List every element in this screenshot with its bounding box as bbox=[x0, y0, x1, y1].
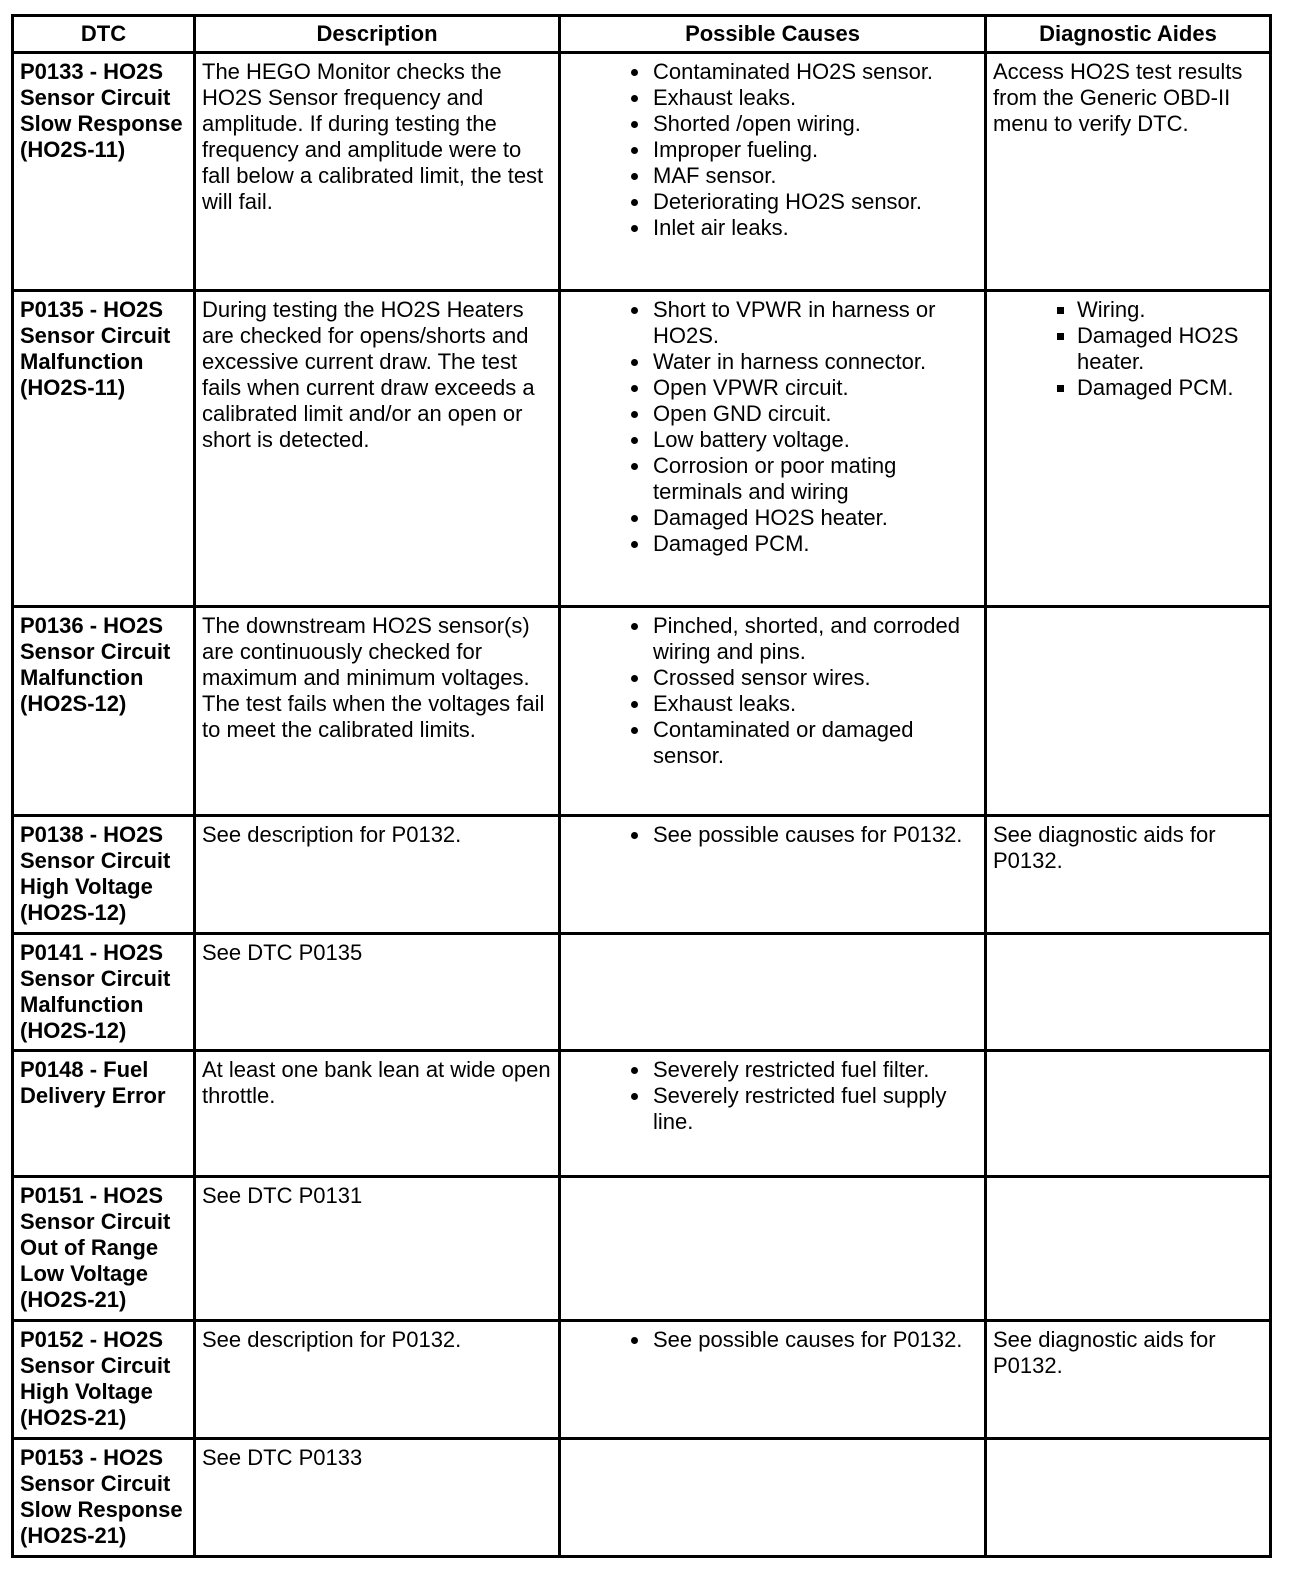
dtc-cell: P0133 - HO2S Sensor Circuit Slow Response (HO2S-11) bbox=[13, 53, 195, 291]
description-cell: The HEGO Monitor checks the HO2S Sensor frequency and amplitude. If during testing the frequency and amplitude were to fall below a calibrated limit, the test will fail. bbox=[195, 53, 560, 291]
diagnostic-aides-cell bbox=[986, 53, 1271, 291]
diagnostic-aid-item: ▪ Wiring. bbox=[1077, 297, 1263, 323]
diagnostic-aides-cell bbox=[986, 291, 1271, 607]
possible-causes-cell bbox=[560, 1051, 986, 1177]
possible-cause-item: • Damaged HO2S heater. bbox=[651, 505, 978, 531]
possible-cause-item: • Pinched, shorted, and corroded wiring and pins. bbox=[651, 613, 978, 665]
table-row bbox=[13, 1051, 1271, 1177]
table-row bbox=[13, 1321, 1271, 1439]
possible-causes-cell bbox=[560, 816, 986, 934]
table-row bbox=[13, 1177, 1271, 1321]
possible-cause-item: • Corrosion or poor mating terminals and wiring bbox=[651, 453, 978, 505]
possible-cause-item: • Inlet air leaks. bbox=[651, 215, 978, 241]
possible-causes-cell bbox=[560, 607, 986, 816]
possible-cause-item: • Contaminated HO2S sensor. bbox=[651, 59, 978, 85]
diagnostic-aides-cell bbox=[986, 1321, 1271, 1439]
possible-cause-item: • Severely restricted fuel filter. bbox=[651, 1057, 978, 1083]
description-cell: The downstream HO2S sensor(s) are continuously checked for maximum and minimum voltages. The test fails when the voltages fail to meet the calibrated limits. bbox=[195, 607, 560, 816]
dtc-cell: P0135 - HO2S Sensor Circuit Malfunction (HO2S-11) bbox=[13, 291, 195, 607]
possible-cause-item: • See possible causes for P0132. bbox=[651, 822, 978, 848]
possible-causes-cell bbox=[560, 291, 986, 607]
possible-cause-item: • Deteriorating HO2S sensor. bbox=[651, 189, 978, 215]
description-cell: See DTC P0133 bbox=[195, 1439, 560, 1557]
diagnostic-aid-item: ▪ Damaged PCM. bbox=[1077, 375, 1263, 401]
diagnostic-aides-cell bbox=[986, 607, 1271, 816]
diagnostic-aides-cell bbox=[986, 1051, 1271, 1177]
possible-causes-list bbox=[567, 1327, 978, 1353]
possible-causes-cell bbox=[560, 1177, 986, 1321]
diagnostic-aides-cell bbox=[986, 816, 1271, 934]
diagnostic-aid-text: See diagnostic aids for P0132. bbox=[993, 822, 1222, 873]
dtc-cell: P0136 - HO2S Sensor Circuit Malfunction (HO2S-12) bbox=[13, 607, 195, 816]
table-row bbox=[13, 291, 1271, 607]
table-row bbox=[13, 934, 1271, 1051]
description-cell: See DTC P0131 bbox=[195, 1177, 560, 1321]
diagnostic-aides-cell bbox=[986, 1177, 1271, 1321]
description-cell: During testing the HO2S Heaters are checked for opens/shorts and excessive current draw. The test fails when current draw exceeds a calibrated limit and/or an open or short is detected. bbox=[195, 291, 560, 607]
header-possible-causes: Possible Causes bbox=[560, 16, 986, 53]
dtc-cell: P0141 - HO2S Sensor Circuit Malfunction (HO2S-12) bbox=[13, 934, 195, 1051]
possible-causes-cell bbox=[560, 1439, 986, 1557]
possible-cause-item: • Water in harness connector. bbox=[651, 349, 978, 375]
possible-causes-list bbox=[567, 59, 978, 241]
header-description: Description bbox=[195, 16, 560, 53]
table-row bbox=[13, 607, 1271, 816]
dtc-cell: P0148 - Fuel Delivery Error bbox=[13, 1051, 195, 1177]
header-diagnostic-aides: Diagnostic Aides bbox=[986, 16, 1271, 53]
dtc-table bbox=[11, 14, 1272, 1558]
possible-causes-cell bbox=[560, 53, 986, 291]
diagnostic-aid-item: ▪ Damaged HO2S heater. bbox=[1077, 323, 1263, 375]
possible-cause-item: • Shorted /open wiring. bbox=[651, 111, 978, 137]
header-row bbox=[13, 16, 1271, 53]
possible-cause-item: • Exhaust leaks. bbox=[651, 691, 978, 717]
possible-causes-cell bbox=[560, 1321, 986, 1439]
diagnostic-aid-text: See diagnostic aids for P0132. bbox=[993, 1327, 1222, 1378]
possible-cause-item: • Low battery voltage. bbox=[651, 427, 978, 453]
description-cell: See description for P0132. bbox=[195, 1321, 560, 1439]
table-row bbox=[13, 53, 1271, 291]
possible-causes-list bbox=[567, 822, 978, 848]
description-cell: See description for P0132. bbox=[195, 816, 560, 934]
table-row bbox=[13, 1439, 1271, 1557]
possible-cause-item: • Open GND circuit. bbox=[651, 401, 978, 427]
description-cell: At least one bank lean at wide open throttle. bbox=[195, 1051, 560, 1177]
possible-causes-cell bbox=[560, 934, 986, 1051]
possible-cause-item: • Exhaust leaks. bbox=[651, 85, 978, 111]
possible-cause-item: • Severely restricted fuel supply line. bbox=[651, 1083, 978, 1135]
possible-cause-item: • Contaminated or damaged sensor. bbox=[651, 717, 978, 769]
description-cell: See DTC P0135 bbox=[195, 934, 560, 1051]
table-row bbox=[13, 816, 1271, 934]
dtc-cell: P0138 - HO2S Sensor Circuit High Voltage (HO2S-12) bbox=[13, 816, 195, 934]
possible-cause-item: • Short to VPWR in harness or HO2S. bbox=[651, 297, 978, 349]
possible-cause-item: • Damaged PCM. bbox=[651, 531, 978, 557]
possible-causes-list bbox=[567, 297, 978, 557]
diagnostic-aides-cell bbox=[986, 1439, 1271, 1557]
possible-causes-list bbox=[567, 613, 978, 769]
dtc-cell: P0151 - HO2S Sensor Circuit Out of Range Low Voltage (HO2S-21) bbox=[13, 1177, 195, 1321]
possible-cause-item: • Crossed sensor wires. bbox=[651, 665, 978, 691]
possible-cause-item: • Improper fueling. bbox=[651, 137, 978, 163]
header-dtc: DTC bbox=[13, 16, 195, 53]
possible-causes-list bbox=[567, 1057, 978, 1135]
dtc-cell: P0153 - HO2S Sensor Circuit Slow Response (HO2S-21) bbox=[13, 1439, 195, 1557]
diagnostic-aides-cell bbox=[986, 934, 1271, 1051]
diagnostic-aid-text: Access HO2S test results from the Generic OBD-II menu to verify DTC. bbox=[993, 59, 1249, 136]
possible-cause-item: • MAF sensor. bbox=[651, 163, 978, 189]
dtc-cell: P0152 - HO2S Sensor Circuit High Voltage (HO2S-21) bbox=[13, 1321, 195, 1439]
diagnostic-aides-list bbox=[993, 297, 1263, 401]
possible-cause-item: • See possible causes for P0132. bbox=[651, 1327, 978, 1353]
possible-cause-item: • Open VPWR circuit. bbox=[651, 375, 978, 401]
